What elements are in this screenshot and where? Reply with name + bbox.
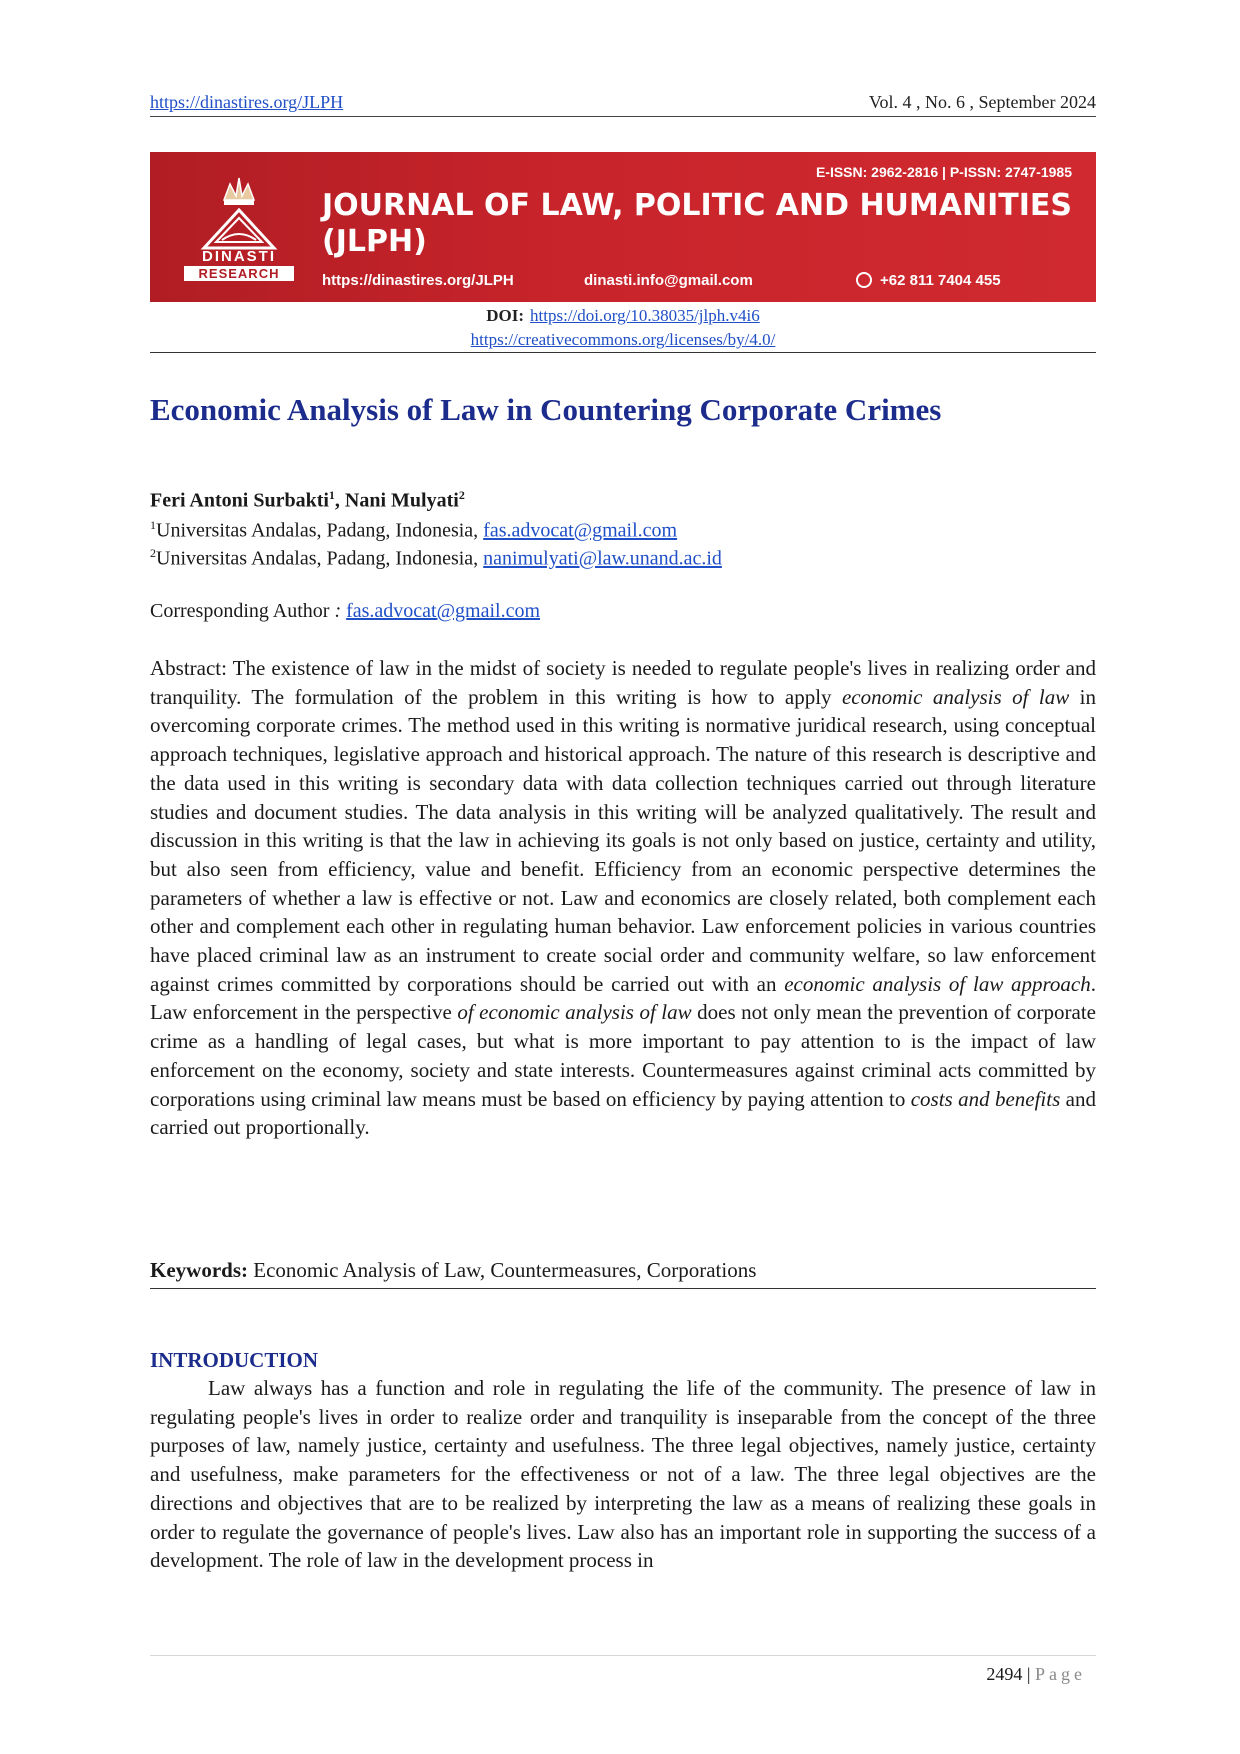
abstract-italic: costs and benefits: [910, 1086, 1061, 1111]
author-sup: 2: [458, 488, 465, 502]
affiliation-2: [150, 546, 722, 571]
abstract-italic: economic analysis of law: [841, 684, 1070, 709]
issn-info: E-ISSN: 2962-2816 | P-ISSN: 2747-1985: [815, 164, 1072, 180]
volume-info: Vol. 4 , No. 6 , September 2024: [868, 92, 1096, 112]
doi-block: [150, 304, 1096, 352]
keywords-text: Economic Analysis of Law, Countermeasures, Corporations: [248, 1258, 757, 1282]
abstract-text: in overcoming corporate crimes. The method used in this writing is normative juridical research, using conceptual approach techniques, legislative approach and historical approach. The nature of this research is descriptive and the data used in this writing is secondary data with data collection techniques carried out through literature studies and document studies. The data analysis in this writing will be analyzed qualitatively. The result and discussion in this writing is that the law in achieving its goals is not only based on justice, certainty and utility, but also seen from efficiency, value and benefit. Efficiency from an economic perspective determines the parameters of whether a law is effective or not. Law and economics are closely related, both complement each other and complement each other in regulating human behavior. Law enforcement policies in various countries have placed criminal law as an instrument to create social order and community welfare, so law enforcement against crimes committed by corporations should be carried out with an: [150, 684, 1096, 996]
banner-phone: [856, 272, 1001, 289]
abstract-italic: economic analysis of law approach: [784, 971, 1091, 996]
author-name: Feri Antoni Surbakti: [150, 489, 329, 512]
journal-banner: [150, 152, 1096, 302]
divider-top: [150, 352, 1096, 353]
journal-title: [322, 188, 1072, 260]
corresponding-email-link[interactable]: fas.advocat@gmail.com: [346, 600, 541, 622]
logo-text-research: RESEARCH: [184, 266, 294, 281]
keywords-label: Keywords:: [150, 1258, 248, 1282]
license-link[interactable]: https://creativecommons.org/licenses/by/4.0/: [470, 330, 776, 349]
section-heading-introduction: INTRODUCTION: [150, 1348, 319, 1372]
journal-url-link[interactable]: https://dinastires.org/JLPH: [150, 92, 344, 112]
keywords: [150, 1258, 756, 1283]
page-separator: |: [1022, 1664, 1035, 1684]
page-word: Page: [1035, 1664, 1086, 1684]
footer-divider: [150, 1655, 1096, 1656]
article-title: Economic Analysis of Law in Countering Corporate Crimes: [150, 392, 942, 427]
banner-email: dinasti.info@gmail.com: [584, 272, 753, 289]
author-list: [150, 488, 465, 513]
abstract-text: does not only mean the prevention of corporate crime as a handling of legal cases, but what is more important to pay attention to is the impact of law enforcement on the economy, society and state interests. Countermeasures against criminal acts committed by corporations using criminal law means must be based on efficiency by paying attention to: [150, 1000, 1096, 1111]
affiliation-sup: 1: [150, 518, 156, 532]
doi-link[interactable]: https://doi.org/10.38035/jlph.v4i6: [530, 306, 760, 325]
corresponding-author: [150, 600, 540, 623]
journal-title-line2: (JLPH): [322, 224, 427, 259]
abstract-text: and carried out proportionally.: [150, 1086, 1096, 1140]
abstract-text: Abstract: The existence of law in the midst of society is needed to regulate people's lives in realizing order and tranquility. The formulation of the problem in this writing is how to apply: [150, 656, 1096, 709]
banner-phone-number: +62 811 7404 455: [880, 272, 1001, 289]
affiliation-email-link[interactable]: fas.advocat@gmail.com: [483, 519, 678, 542]
abstract-paragraph: [150, 654, 1096, 1142]
banner-website: https://dinastires.org/JLPH: [322, 272, 514, 289]
page-number: 2494: [986, 1664, 1023, 1684]
abstract-italic: of economic analysis of law: [457, 1000, 692, 1025]
author-separator: ,: [334, 489, 345, 512]
affiliation-text: Universitas Andalas, Padang, Indonesia,: [156, 519, 484, 542]
journal-title-line1: JOURNAL OF LAW, POLITIC AND HUMANITIES: [322, 188, 1072, 223]
abstract-text: . Law enforcement in the perspective: [150, 971, 1096, 1025]
logo-text-dinasti: DINASTI: [202, 248, 276, 265]
author-name: Nani Mulyati: [344, 489, 459, 512]
corresponding-label: Corresponding Author: [150, 600, 330, 622]
running-header: [150, 92, 1096, 117]
affiliation-sup: 2: [150, 546, 156, 560]
introduction-paragraph: Law always has a function and role in regulating the life of the community. The presence of law in regulating people's lives in order to realize order and tranquility is inseparable from the concept of the three purposes of law, namely justice, certainty and usefulness. The three legal objectives, namely justice, certainty and usefulness, make parameters for the effectiveness or not of a law. The three legal objectives are the directions and objectives that are to be realized by interpreting the law as a means of realizing these goals in order to regulate the governance of people's lives. Law also has an important role in supporting the success of a development. The role of law in the development process in: [150, 1376, 1096, 1573]
author-sup: 1: [328, 488, 335, 502]
page-footer: [986, 1664, 1086, 1685]
corresponding-sep: :: [329, 600, 347, 622]
affiliation-email-link[interactable]: nanimulyati@law.unand.ac.id: [483, 547, 722, 570]
doi-label: DOI:: [486, 306, 525, 325]
affiliation-1: [150, 518, 677, 543]
divider-keywords: [150, 1288, 1096, 1289]
whatsapp-icon: [856, 272, 872, 288]
affiliation-text: Universitas Andalas, Padang, Indonesia,: [156, 547, 484, 570]
